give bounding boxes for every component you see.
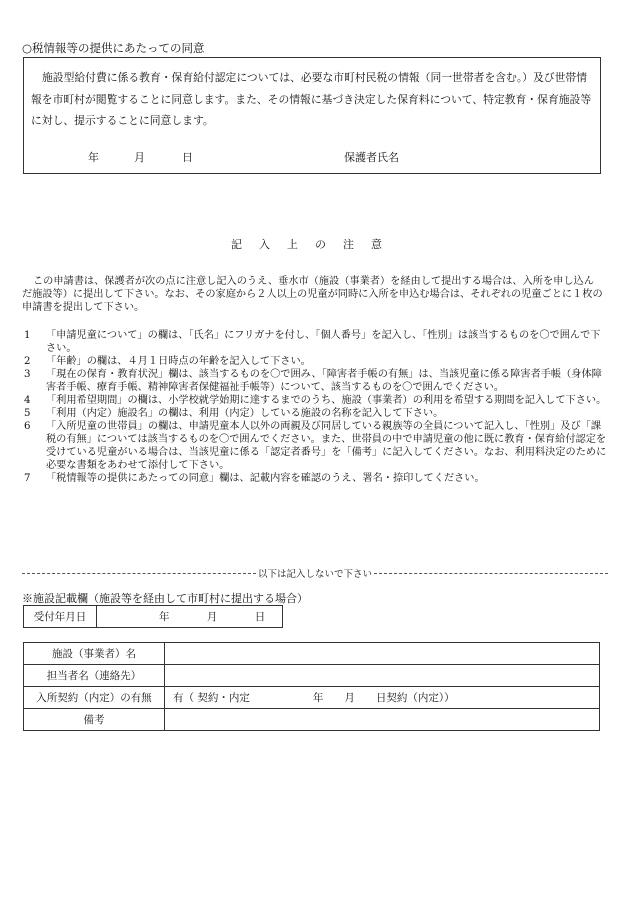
facility-heading: ※施設記載欄（施設等を経由して市町村に提出する場合）	[22, 592, 308, 605]
facility-name-field[interactable]	[165, 643, 600, 665]
note-number: 1	[24, 330, 31, 341]
note-text: 「利用希望期間」の欄は、小学校就学始期に達するまでのうち、施設（事業者）の利用を希望する期間を記入して下さい。	[46, 395, 607, 406]
note-item	[22, 368, 610, 394]
divider-line-right	[374, 573, 608, 574]
receipt-date-label: 受付年月日	[24, 606, 97, 628]
note-text: 「税情報等の提供にあたっての同意」欄は、記載内容を確認のうえ、署名・捺印してください。	[46, 473, 485, 484]
office-use-divider	[22, 566, 608, 580]
note-number: 4	[24, 395, 31, 406]
remarks-field[interactable]	[165, 709, 600, 731]
note-item	[22, 329, 610, 355]
note-text: 「利用（内定）施設名」の欄は、利用（内定）している施設の名称を記入して下さい。	[46, 408, 444, 419]
receipt-date-field[interactable]	[97, 606, 283, 628]
note-item	[22, 420, 610, 472]
note-text: 「現在の保育・教育状況」欄は、該当するものを〇で囲み、「障害者手帳の有無」は、当該児童に係る障害者手帳（身体障害者手帳、療育手帳、精神障害者保健福祉手帳等）について、該当するものを〇で囲んでください。	[46, 369, 602, 393]
note-item	[22, 407, 610, 420]
consent-year: 年	[88, 151, 99, 164]
facility-table	[23, 642, 600, 731]
table-row	[24, 643, 600, 665]
note-number: 5	[24, 408, 31, 419]
notes-intro: この申請書は、保護者が次の点に注意し記入のうえ、垂水市（施設（事業者）を経由して提出する場合は、入所を申し込んだ施設等）に提出して下さい。なお、その家庭から２人以上の児童が同時に入所を申込む場合は、それぞれの児童ごとに１枚の申請書を提出して下さい。	[22, 276, 603, 313]
consent-box	[23, 57, 601, 174]
facility-name-label: 施設（事業者）名	[24, 643, 165, 665]
contact-person-field[interactable]	[165, 665, 600, 687]
receipt-day: 日	[254, 611, 266, 623]
note-number: 3	[24, 369, 31, 380]
notes-list	[22, 329, 610, 485]
note-number: 7	[24, 473, 31, 484]
note-text: 「年齢」の欄は、４月１日時点の年齢を記入して下さい。	[46, 356, 311, 367]
receipt-year: 年	[159, 611, 170, 623]
divider-text: 以下は記入しないで下さい	[258, 569, 373, 580]
note-item	[22, 394, 610, 407]
consent-heading: ○税情報等の提供にあたっての同意	[22, 41, 205, 55]
note-text: 「入所児童の世帯員」の欄は、申請児童本人以外の両親及び同居している親族等の全員について記入し、「性別」及び「課税の有無」については該当するものを〇で囲んでください。また、世帯員の中で申請児童の他に既に教育・保育給付認定を受けている児童がいる場合は、当該児童に係る「認定者番号」を「備考」に記入してください。なお、利用料決定のために必要な書類をあわせて添付して下さい。	[46, 421, 607, 471]
consent-body: 施設型給付費に係る教育・保育給付認定については、必要な市町村民税の情報（同一世帯者を含む。）及び世帯情報を市町村が閲覧することに同意します。また、その情報に基づき決定した保育料について、特定教育・保育施設等に対し、提示することに同意します。	[31, 71, 592, 127]
note-number: 2	[24, 356, 31, 367]
receipt-date-table	[23, 605, 283, 628]
remarks-label: 備考	[24, 709, 165, 731]
table-row	[24, 709, 600, 731]
consent-day: 日	[182, 151, 193, 164]
table-row	[24, 665, 600, 687]
note-number: 6	[24, 421, 31, 432]
consent-month: 月	[134, 151, 145, 164]
table-row	[24, 687, 600, 709]
contract-status-label: 入所契約（内定）の有無	[24, 687, 165, 709]
note-item	[22, 355, 610, 368]
guardian-name-label: 保護者氏名	[344, 151, 399, 164]
note-item	[22, 472, 610, 485]
contract-status-field[interactable]: 有（ 契約・内定 年 月 日契約（内定））	[165, 687, 600, 709]
divider-line-left	[22, 573, 256, 574]
notes-title: 記入上の注意	[231, 238, 399, 251]
contact-person-label: 担当者名（連絡先）	[24, 665, 165, 687]
note-text: 「申請児童について」の欄は、「氏名」にフリガナを付し、「個人番号」を記入し、「性別」は該当するものを〇で囲んで下さい。	[46, 330, 601, 354]
receipt-month: 月	[206, 611, 218, 623]
